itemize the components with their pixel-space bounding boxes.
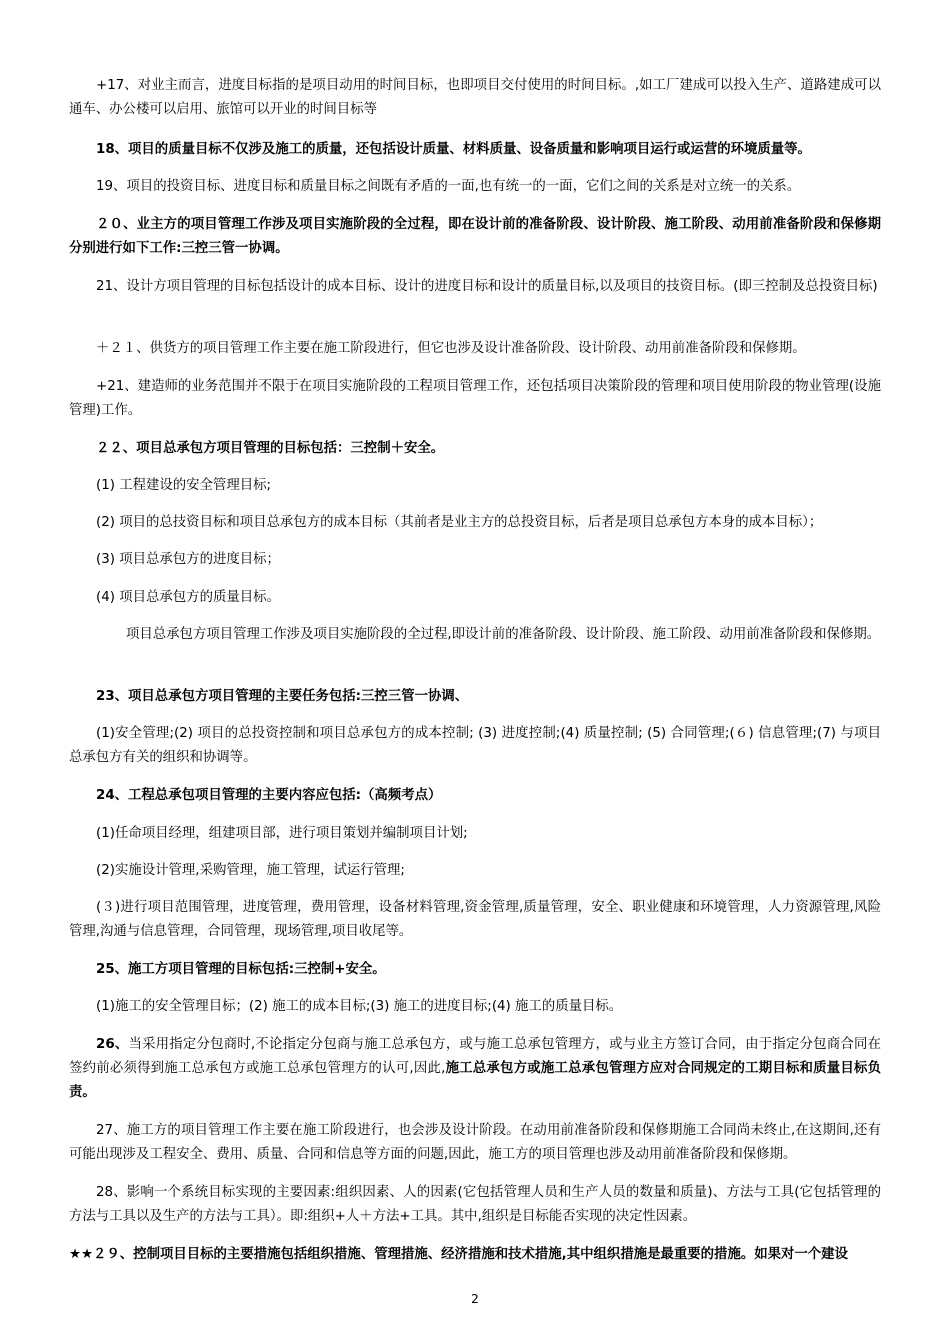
- paragraph-21-constructor: +21、建造师的业务范围并不限于在项目实施阶段的工程项目管理工作，还包括项目决策阶段的管理和项目使用阶段的物业管理(设施管理)工作。: [69, 379, 881, 418]
- paragraph-19: 19、项目的投资目标、进度目标和质量目标之间既有矛盾的一面,也有统一的一面，它们之间的关系是对立统一的关系。: [96, 179, 801, 194]
- list-item-24-2: (2)实施设计管理,采购管理，施工管理，试运行管理;: [96, 863, 405, 878]
- paragraph-26-number: 26、: [96, 1037, 129, 1052]
- paragraph-22-note: 项目总承包方项目管理工作涉及项目实施阶段的全过程,即设计前的准备阶段、设计阶段、施工阶段、动用前准备阶段和保修期。: [126, 627, 881, 642]
- paragraph-29: ★★２９、控制项目目标的主要措施包括组织措施、管理措施、经济措施和技术措施,其中组织措施是最重要的措施。如果对一个建设: [69, 1247, 848, 1262]
- paragraph-25: 25、施工方项目管理的目标包括:三控制+安全。: [96, 962, 386, 977]
- page-number: 2: [471, 1292, 479, 1306]
- paragraph-26: [69, 1033, 881, 1105]
- paragraph-25-items: (1)施工的安全管理目标；(2) 施工的成本目标;(3) 施工的进度目标;(4) 施工的质量目标。: [96, 999, 623, 1014]
- list-item-24-3: (３)进行项目范围管理，进度管理，费用管理，设备材料管理,资金管理,质量管理，安全、职业健康和环境管理，人力资源管理,风险管理,沟通与信息管理，合同管理，现场管理,项目收尾等。: [69, 900, 881, 939]
- list-item-22-2: (2) 项目的总技资目标和项目总承包方的成本目标（其前者是业主方的总投资目标，后者是项目总承包方本身的成本目标）；: [96, 515, 823, 530]
- list-item-22-3: (3) 项目总承包方的进度目标；: [96, 552, 280, 567]
- paragraph-26-emphasis: 施工总承包方或施工总承包管理方应对合同规定的工期目标和质量目标负责。: [69, 1061, 882, 1100]
- paragraph-21-design: 21、设计方项目管理的目标包括设计的成本目标、设计的进度目标和设计的质量目标,以及项目的技资目标。(即三控制及总投资目标): [96, 279, 878, 294]
- paragraph-24: 24、工程总承包项目管理的主要内容应包括:（高频考点）: [96, 788, 442, 803]
- paragraph-21-supplier: ＋２１、供货方的项目管理工作主要在施工阶段进行，但它也涉及设计准备阶段、设计阶段、动用前准备阶段和保修期。: [96, 341, 806, 356]
- list-item-24-1: (1)任命项目经理，组建项目部，进行项目策划并编制项目计划;: [96, 826, 468, 841]
- list-item-22-1: (1) 工程建设的安全管理目标;: [96, 478, 272, 493]
- paragraph-20: ２０、业主方的项目管理工作涉及项目实施阶段的全过程，即在设计前的准备阶段、设计阶段、施工阶段、动用前准备阶段和保修期分别进行如下工作:三控三管一协调。: [69, 217, 881, 256]
- paragraph-27: 27、施工方的项目管理工作主要在施工阶段进行，也会涉及设计阶段。在动用前准备阶段和保修期施工合同尚未终止,在这期间,还有可能出现涉及工程安全、费用、质量、合同和信息等方面的问题,因此，施工方的项目管理也涉及动用前准备阶段和保修期。: [69, 1123, 881, 1162]
- paragraph-17: +17、对业主而言，进度目标指的是项目动用的时间目标，也即项目交付使用的时间目标。,如工厂建成可以投入生产、道路建成可以通车、办公楼可以启用、旅馆可以开业的时间目标等: [69, 78, 881, 117]
- paragraph-23-tasks: (1)安全管理;(2) 项目的总投资控制和项目总承包方的成本控制; (3) 进度控制;(4) 质量控制; (5) 合同管理;(６) 信息管理;(7) 与项目总承包方有关的组织和协调等。: [69, 726, 881, 765]
- paragraph-26-body: 当采用指定分包商时,不论指定分包商与施工总承包方，或与施工总承包管理方，或与业主方签订合同，由于指定分包商合同在签约前必须得到施工总承包方或施工总承包管理方的认可,因此,: [69, 1037, 881, 1076]
- paragraph-28: 28、影响一个系统目标实现的主要因素:组织因素、人的因素(它包括管理人员和生产人员的数量和质量)、方法与工具(它包括管理的方法与工具以及生产的方法与工具）。即:组织+人＋方法+工具。其中,组织是目标能否实现的决定性因素。: [69, 1185, 881, 1224]
- paragraph-23: 23、项目总承包方项目管理的主要任务包括:三控三管一协调、: [96, 689, 469, 704]
- list-item-22-4: (4) 项目总承包方的质量目标。: [96, 590, 280, 605]
- paragraph-18: 18、项目的质量目标不仅涉及施工的质量，还包括设计质量、材料质量、设备质量和影响项目运行或运营的环境质量等。: [96, 142, 811, 157]
- paragraph-22: ２２、项目总承包方项目管理的目标包括：三控制＋安全。: [96, 441, 445, 456]
